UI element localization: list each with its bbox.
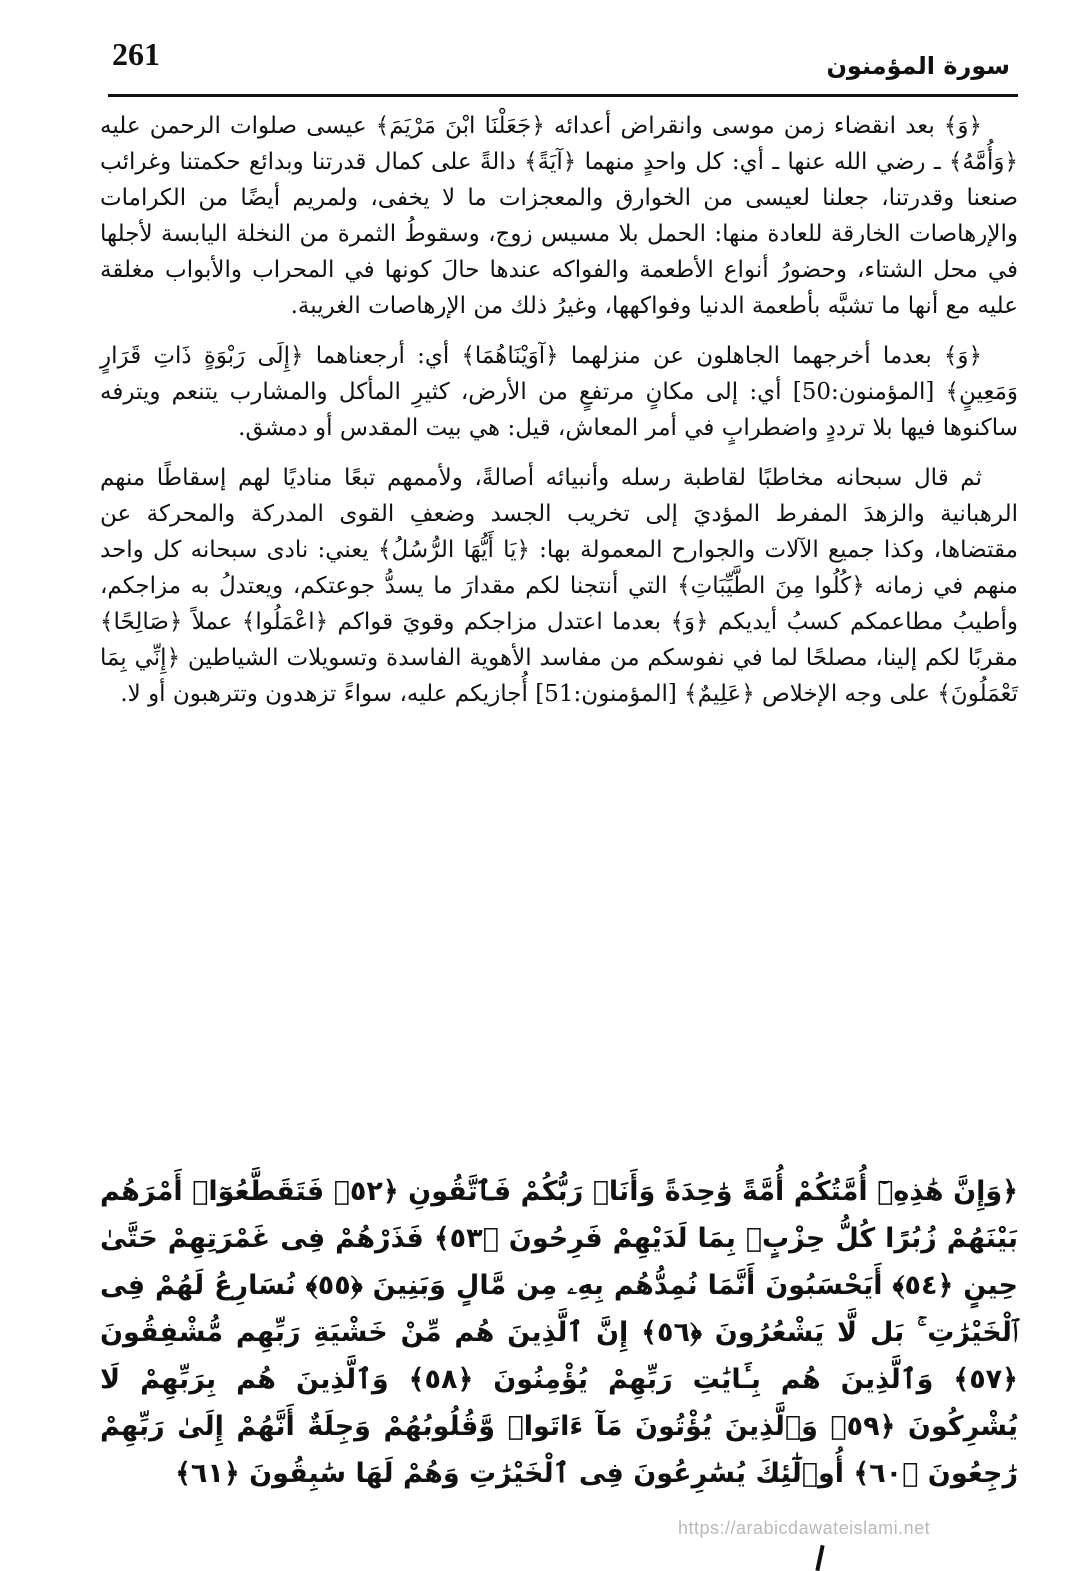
commentary-paragraph-2: ﴿وَ﴾ بعدما أخرجهما الجاهلون عن منزلهما ﴿آوَيْنَاهُمَا﴾ أي: أرجعناهما ﴿إِلَى رَبْوَةٍ ذَاتِ قَرَارٍ وَمَعِينٍ﴾ [المؤمنون:50] أي: إلى مكانٍ مرتفعٍ من الأرض، كثيرِ المأكل والمشارب يتنعم ويترفه ساكنوها فيها بلا ترددٍ واضطرابٍ في أمر المعاش، قيل: هي بيت المقدس أو دمشق.: [100, 343, 1018, 441]
header-rule: [108, 94, 1018, 97]
quran-verses-block: ﴿وَإِنَّ هَٰذِهِۦٓ أُمَّتُكُمْ أُمَّةً وَٰحِدَةً وَأَنَا۠ رَبُّكُمْ فَٱتَّقُونِ ﴿٥٢﴾ فَتَقَطَّعُوٓا۟ أَمْرَهُم بَيْنَهُمْ زُبُرًا كُلُّ حِزْبٍۭ بِمَا لَدَيْهِمْ فَرِحُونَ ﴿٥٣﴾ فَذَرْهُمْ فِى غَمْرَتِهِمْ حَتَّىٰ حِينٍ ﴿٥٤﴾ أَيَحْسَبُونَ أَنَّمَا نُمِدُّهُم بِهِۦ مِن مَّالٍ وَبَنِينَ ﴿٥٥﴾ نُسَارِعُ لَهُمْ فِى ٱلْخَيْرَٰتِ ۚ بَل لَّا يَشْعُرُونَ ﴿٥٦﴾ إِنَّ ٱلَّذِينَ هُم مِّنْ خَشْيَةِ رَبِّهِم مُّشْفِقُونَ ﴿٥٧﴾ وَٱلَّذِينَ هُم بِـَٔايَٰتِ رَبِّهِمْ يُؤْمِنُونَ ﴿٥٨﴾ وَٱلَّذِينَ هُم بِرَبِّهِمْ لَا يُشْرِكُونَ ﴿٥٩﴾ وَٱلَّذِينَ يُؤْتُونَ مَآ ءَاتَوا۟ وَّقُلُوبُهُمْ وَجِلَةٌ أَنَّهُمْ إِلَىٰ رَبِّهِمْ رَٰجِعُونَ ﴿٦٠﴾ أُو۟لَٰٓئِكَ يُسَٰرِعُونَ فِى ٱلْخَيْرَٰتِ وَهُمْ لَهَا سَٰبِقُونَ ﴿٦١﴾: [100, 1176, 1019, 1489]
commentary-text: [100, 108, 1018, 726]
commentary-paragraph-3: ثم قال سبحانه مخاطبًا لقاطبة رسله وأنبيائه أصالةً، ولأممهم تبعًا مناديًا لهم إسقاطًا منهم الرهبانية والزهدَ المفرط المؤديَ إلى تخريب الجسد وضعفِ القوى المدركة والمحركة عن مقتضاها، وكذا جميع الآلات والجوارح المعمولة بها: ﴿يَا أَيُّهَا الرُّسُلُ﴾ يعني: نادى سبحانه كل واحد منهم في زمانه ﴿كُلُوا مِنَ الطَّيِّبَاتِ﴾ التي أنتجنا لكم مقدارَ ما يسدُّ جوعتكم، ويعتدلُ به مزاجكم، وأطيبُ مطاعمكم كسبُ أيديكم ﴿وَ﴾ بعدما اعتدل مزاجكم وقويَ قواكم ﴿اعْمَلُوا﴾ عملاً ﴿صَالِحًا﴾ مقربًا لكم إلينا، مصلحًا لما في نفوسكم من مفاسد الأهوية الفاسدة وتسويلات الشياطين ﴿إِنِّي بِمَا تَعْمَلُونَ﴾ على وجه الإخلاص ﴿عَلِيمٌ﴾ [المؤمنون:51] أُجازيكم عليه، سواءً تزهدون وتترهبون أو لا.: [100, 465, 1018, 707]
scan-mark: [815, 1545, 824, 1571]
surah-running-head: سورة المؤمنون: [826, 52, 1010, 80]
page-number: 261: [112, 36, 160, 72]
commentary-paragraph-1: ﴿وَ﴾ بعد انقضاء زمن موسى وانقراض أعدائه ﴿جَعَلْنَا ابْنَ مَرْيَمَ﴾ عيسى صلوات الرحمن عليه ﴿وَأُمَّهُ﴾ ـ رضي الله عنها ـ أي: كل واحدٍ منهما ﴿آيَةً﴾ دالةً على كمال قدرتنا وبدائع حكمتنا وغرائب صنعنا وقدرتنا، جعلنا لعيسى من الخوارق والمعجزات ما لا يخفى، ولمريم أيضًا من الكرامات والإرهاصات الخارقة للعادة منها: الحمل بلا مسيس زوج، وسقوطُ الثمرة من النخلة اليابسة لأجلها في محل الشتاء، وحضورُ أنواع الأطعمة والفواكه عندها حالَ كونها في المحراب والأبواب مغلقة عليه مع أنها ما تشبَّه بأطعمة الدنيا وفواكهها، وغيرُ ذلك من الإرهاصات الغريبة.: [100, 113, 1018, 319]
watermark-url: https://arabicdawateislami.net: [678, 1518, 931, 1538]
